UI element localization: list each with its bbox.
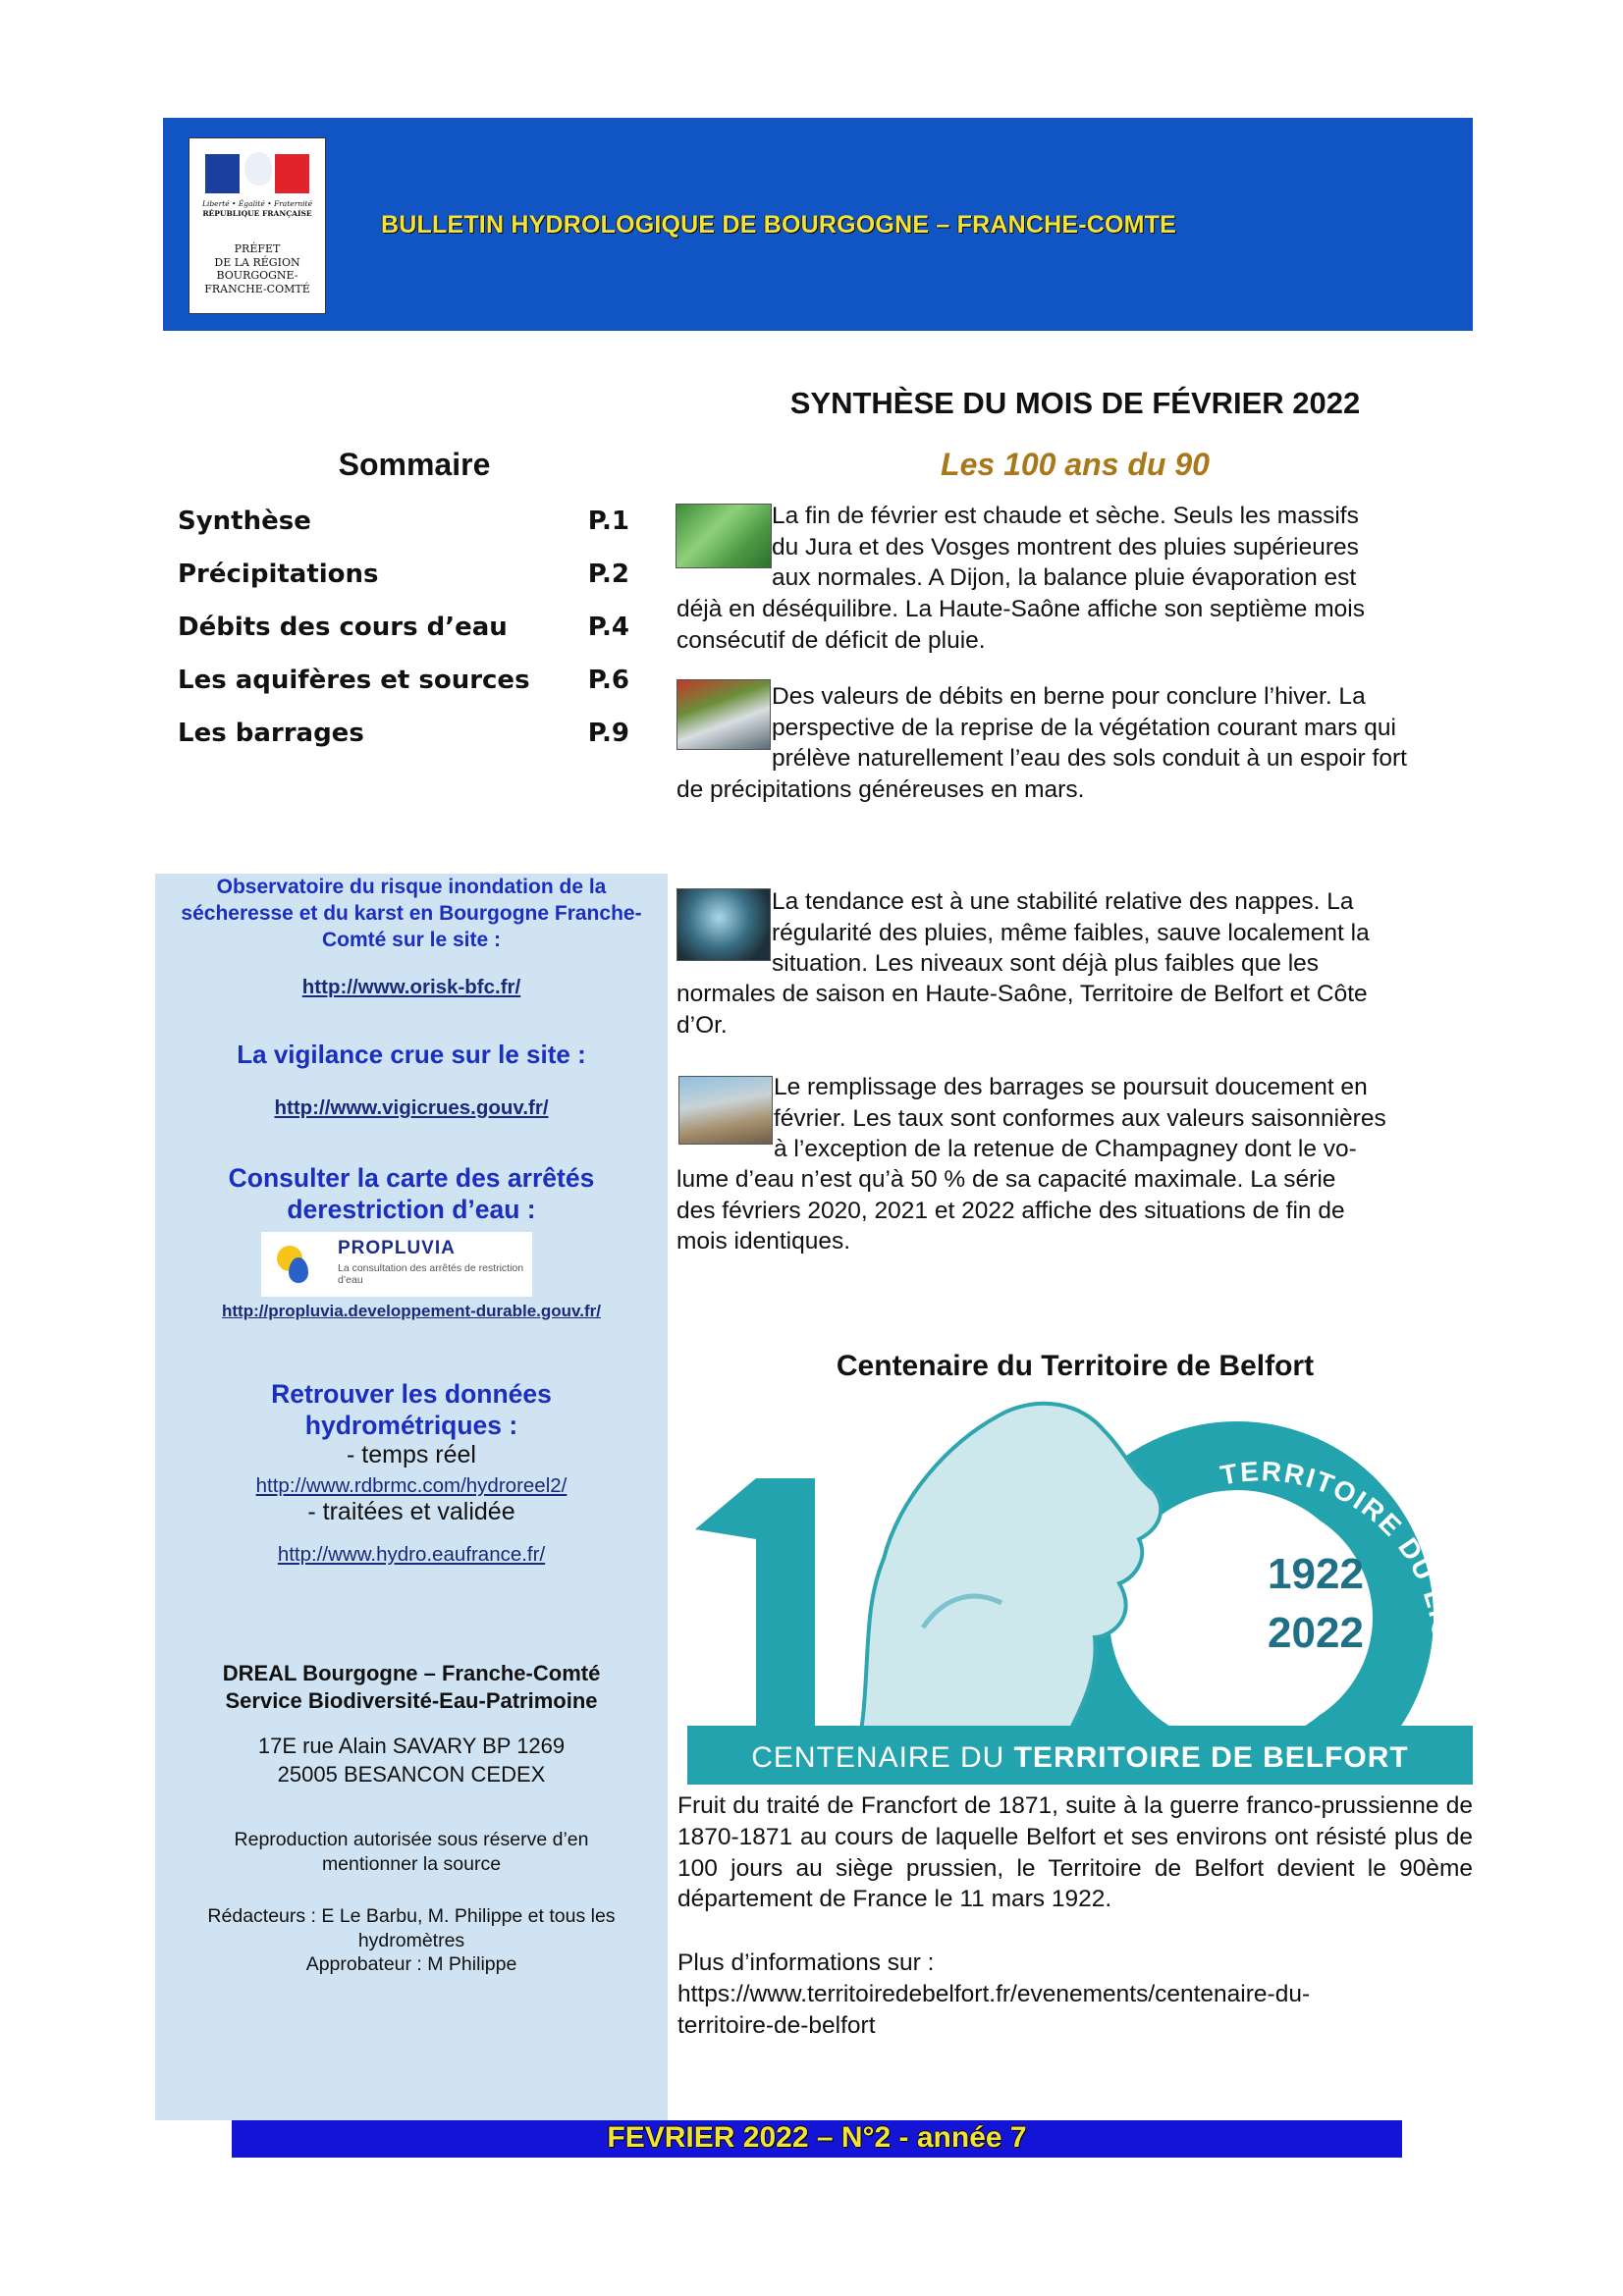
more-info-label: Plus d’informations sur :	[677, 1949, 935, 1976]
text-line: du Jura et des Vosges montrent des pluies supérieures	[772, 533, 1359, 561]
toc-page: P.6	[587, 666, 629, 695]
centenaire-logo	[687, 1392, 1473, 1785]
text-line: février. Les taux sont conformes aux valeurs saisonnières	[774, 1104, 1386, 1132]
logo-year-2022: 2022	[1268, 1609, 1364, 1657]
bulletin-title: BULLETIN HYDROLOGIQUE DE BOURGOGNE – FRANCHE-COMTE	[381, 211, 1177, 239]
toc-page: P.9	[587, 719, 629, 748]
synthese-paragraph-barrages	[774, 1072, 1481, 1165]
address-street: 17E rue Alain SAVARY BP 1269	[257, 1734, 566, 1758]
synthese-paragraph-nappes-cont	[676, 979, 1482, 1041]
toc-label: Les barrages	[178, 719, 364, 748]
redacteurs: Rédacteurs : E Le Barbu, M. Philippe et tous les hydromètres	[207, 1905, 616, 1951]
toc-item[interactable]	[178, 613, 629, 648]
orisk-link[interactable]: http://www.orisk-bfc.fr/	[301, 976, 521, 998]
text-line: aux normales. A Dijon, la balance pluie évaporation est	[772, 564, 1357, 591]
synthese-subtitle: Les 100 ans du 90	[941, 447, 1210, 482]
approbateur: Approbateur : M Philippe	[305, 1953, 517, 1975]
toc-label: Synthèse	[178, 507, 311, 536]
synthese-paragraph-barrages-cont	[676, 1164, 1482, 1257]
synthese-paragraph-precipitations	[772, 501, 1479, 594]
toc-item[interactable]	[178, 507, 629, 542]
footer-banner	[232, 2120, 1402, 2158]
text-line: Le remplissage des barrages se poursuit doucement en	[774, 1074, 1368, 1100]
text-line: des févriers 2020, 2021 et 2022 affiche des situations de fin de	[676, 1197, 1345, 1224]
text-line: La tendance est à une stabilité relative des nappes. La	[772, 888, 1354, 915]
temps-reel-label: - temps réel	[347, 1441, 476, 1468]
reproduction-note: Reproduction autorisée sous réserve d’en mentionner la source	[234, 1829, 589, 1875]
logo-prefet: PRÉFET DE LA RÉGION BOURGOGNE- FRANCHE-COMTÉ	[204, 242, 310, 295]
footer-issue: FEVRIER 2022 – N°2 - année 7	[607, 2121, 1027, 2154]
text-line: Des valeurs de débits en berne pour conclure l’hiver. La	[772, 683, 1366, 710]
logo-motto: Liberté • Égalité • Fraternité	[201, 199, 313, 208]
toc-item[interactable]	[178, 719, 629, 754]
logo-republic: RÉPUBLIQUE FRANÇAISE	[202, 209, 312, 218]
hydro-title: Retrouver les données hydrométriques :	[271, 1379, 552, 1440]
text-line: La fin de février est chaude et sèche. Seuls les massifs	[772, 503, 1359, 529]
dreal-service: Service Biodiversité-Eau-Patrimoine	[225, 1688, 598, 1713]
vigilance-title: La vigilance crue sur le site :	[237, 1040, 586, 1069]
text-line: consécutif de déficit de pluie.	[676, 626, 986, 654]
synthese-title: SYNTHÈSE DU MOIS DE FÉVRIER 2022	[789, 386, 1361, 420]
synthese-paragraph-debits-cont	[676, 774, 1482, 806]
rdbrmc-link[interactable]: http://www.rdbrmc.com/hydroreel2/	[255, 1474, 568, 1497]
header-banner	[163, 118, 1473, 331]
logo-banner-text: CENTENAIRE DU TERRITOIRE DE BELFORT	[751, 1741, 1409, 1774]
text-line: déjà en déséquilibre. La Haute-Saône affiche son septième mois	[676, 596, 1365, 622]
centenaire-title: Centenaire du Territoire de Belfort	[836, 1350, 1315, 1382]
text-line: prélève naturellement l’eau des sols conduit à un espoir fort	[772, 745, 1407, 772]
text-line: mois identiques.	[676, 1228, 851, 1255]
text-line: à l’exception de la retenue de Champagney dont le vo-	[774, 1136, 1357, 1162]
propluvia-name: PROPLUVIA	[338, 1238, 456, 1258]
vigicrues-link[interactable]: http://www.vigicrues.gouv.fr/	[274, 1096, 549, 1119]
logo-arc-text: TERRITOIRE DU LION	[1217, 1456, 1459, 1666]
synthese-paragraph-precipitations-cont	[676, 594, 1482, 656]
text-line: lume d’eau n’est qu’à 50 % de sa capacité maximale. La série	[676, 1166, 1336, 1193]
propluvia-logo[interactable]	[261, 1232, 532, 1297]
sun-drop-icon	[275, 1242, 312, 1287]
arretes-title: Consulter la carte des arrêtés derestriction d’eau :	[228, 1163, 595, 1224]
toc-item[interactable]	[178, 560, 629, 595]
marianne-icon	[244, 152, 272, 186]
propluvia-link[interactable]: http://propluvia.developpement-durable.gouv.fr/	[222, 1302, 601, 1320]
sommaire-title: Sommaire	[338, 447, 491, 482]
toc-item[interactable]	[178, 666, 629, 701]
text-line: perspective de la reprise de la végétation courant mars qui	[772, 714, 1396, 741]
toc-label: Débits des cours d’eau	[178, 613, 508, 642]
toc-page: P.1	[587, 507, 629, 536]
belfort-url-line2[interactable]: territoire-de-belfort	[677, 2011, 876, 2039]
sidebar-panel	[155, 874, 668, 2120]
toc-page: P.4	[587, 613, 629, 642]
text-line: régularité des pluies, même faibles, sauve localement la	[772, 919, 1370, 946]
dam-photo	[678, 1076, 773, 1145]
text-line: normales de saison en Haute-Saône, Territoire de Belfort et Côte	[676, 981, 1368, 1007]
text-line: d’Or.	[676, 1011, 728, 1039]
toc-page: P.2	[587, 560, 629, 589]
address-city: 25005 BESANCON CEDEX	[277, 1762, 546, 1787]
toc-label: Précipitations	[178, 560, 379, 589]
synthese-paragraph-debits	[772, 681, 1479, 774]
centenaire-more	[677, 1948, 1473, 2041]
propluvia-caption: La consultation des arrêtés de restriction d’eau	[338, 1262, 524, 1286]
belfort-url-line1[interactable]: https://www.territoiredebelfort.fr/evenements/centenaire-du-	[677, 1980, 1311, 2007]
dreal-name: DREAL Bourgogne – Franche-Comté	[222, 1661, 601, 1685]
river-photo	[676, 679, 771, 750]
hydro-link[interactable]: http://www.hydro.eaufrance.fr/	[277, 1543, 546, 1566]
traitees-label: - traitées et validée	[307, 1498, 515, 1525]
text-line: de précipitations généreuses en mars.	[676, 776, 1085, 803]
cave-source-photo	[676, 888, 771, 961]
orisk-description: Observatoire du risque inondation de la sécheresse et du karst en Bourgogne Franche-Comté sur le site :	[181, 876, 642, 951]
synthese-paragraph-nappes	[772, 886, 1479, 980]
text-line: situation. Les niveaux sont déjà plus faibles que les	[772, 950, 1320, 977]
rain-drops-photo	[676, 504, 772, 568]
centenaire-text: Fruit du traité de Francfort de 1871, suite à la guerre franco-prussienne de 1870-1871 au cours de laquelle Belfort et ses environs ont résisté plus de 100 jours au siège prussien, le Territoire de Belfort devient le 90ème département de France le 11 mars 1922.	[677, 1792, 1473, 1913]
toc-label: Les aquifères et sources	[178, 666, 530, 695]
logo-year-1922: 1922	[1268, 1550, 1364, 1598]
prefet-logo	[189, 137, 326, 314]
